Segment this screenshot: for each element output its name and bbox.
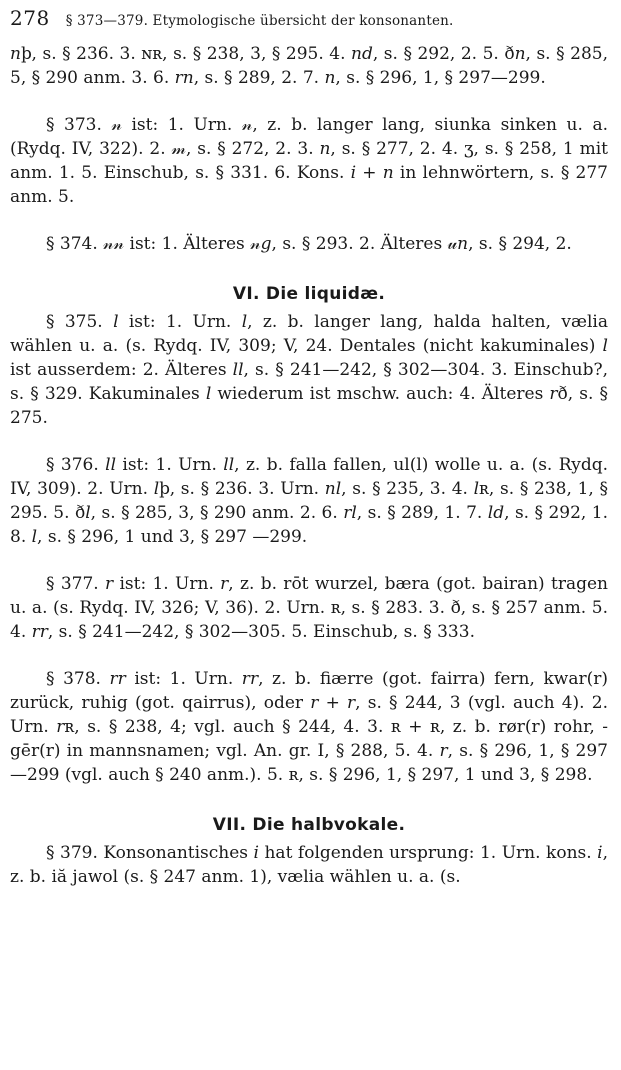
page-body <box>10 42 608 889</box>
page-header <box>10 6 610 32</box>
paragraph-373: § 373. 𝓃 ist: 1. Urn. 𝓃, z. b. langer lang, siunka sinken u. a. (Rydq. IV, 322). 2. 𝓂, s. § 272, 2. 3. 𝑛, s. § 277, 2. 4. ʒ, s. § 258, 1 mit anm. 1. 5. Einschub, s. § 331. 6. Kons. 𝑖 + 𝑛 in lehnwörtern, s. § 277 anm. 5. <box>10 115 608 207</box>
paragraph-374: § 374. 𝓃𝓃 ist: 1. Älteres 𝓃𝑔, s. § 293. 2. Älteres 𝓊𝑛, s. § 294, 2. <box>46 234 572 254</box>
paragraph-378: § 378. 𝑟𝑟 ist: 1. Urn. 𝑟𝑟, z. b. fiærre (got. fairra) fern, kwar(r) zurück, ruhig (got. qairrus), oder 𝑟 + 𝑟, s. § 244, 3 (vgl. auch 4). 2. Urn. 𝑟ʀ, s. § 238, 4; vgl. auch § 244, 4. 3. ʀ + ʀ, z. b. rør(r) rohr, -gēr(r) in mannsnamen; vgl. An. gr. I, § 288, 5. 4. 𝑟, s. § 296, 1, § 297—299 (vgl. auch § 240 anm.). 5. ʀ, s. § 296, 1, § 297, 1 und 3, § 298. <box>10 669 608 785</box>
section-heading-liquidae: VI. Die liquidæ. <box>232 284 386 304</box>
paragraph-377: § 377. 𝑟 ist: 1. Urn. 𝑟, z. b. rōt wurzel, bæra (got. bairan) tragen u. a. (s. Rydq. IV, 326; V, 36). 2. Urn. ʀ, s. § 283. 3. ð, s. § 257 anm. 5. 4. 𝑟𝑟, s. § 241—242, § 302—305. 5. Einschub, s. § 333. <box>10 574 608 642</box>
running-title: § 373—379. Etymologische übersicht der konsonanten. <box>65 13 454 29</box>
paragraph-376: § 376. 𝑙𝑙 ist: 1. Urn. 𝑙𝑙, z. b. falla fallen, ul(l) wolle u. a. (s. Rydq. IV, 309). 2. Urn. 𝑙þ, s. § 236. 3. Urn. 𝑛𝑙, s. § 235, 3. 4. 𝑙ʀ, s. § 238, 1, § 295. 5. ð𝑙, s. § 285, 3, § 290 anm. 2. 6. 𝑟𝑙, s. § 289, 1. 7. 𝑙𝑑, s. § 292, 1. 8. 𝑙, s. § 296, 1 und 3, § 297 —299. <box>10 455 608 547</box>
paragraph-375: § 375. 𝑙 ist: 1. Urn. 𝑙, z. b. langer lang, halda halten, vælia wählen u. a. (s. Rydq. IV, 309; V, 24. Dentales (nicht kakuminales) 𝑙 ist ausserdem: 2. Älteres 𝑙𝑙, s. § 241—242, § 302—304. 3. Einschub?, s. § 329. Kakuminales 𝑙 wiederum ist mschw. auch: 4. Älteres 𝑟ð, s. § 275. <box>10 312 608 428</box>
paragraph-continuation: 𝑛þ, s. § 236. 3. ɴʀ, s. § 238, 3, § 295. 4. 𝑛𝑑, s. § 292, 2. 5. ð𝑛, s. § 285, 5, § 290 anm. 3. 6. 𝑟𝑛, s. § 289, 2. 7. 𝑛, s. § 296, 1, § 297—299. <box>10 44 608 88</box>
section-heading-halbvokale: VII. Die halbvokale. <box>212 815 406 835</box>
paragraph-379: § 379. Konsonantisches 𝑖 hat folgenden ursprung: 1. Urn. kons. 𝑖, z. b. iă jawol (s. § 247 anm. 1), vælia wählen u. a. (s. <box>10 843 608 887</box>
page-number: 278 <box>10 6 50 30</box>
